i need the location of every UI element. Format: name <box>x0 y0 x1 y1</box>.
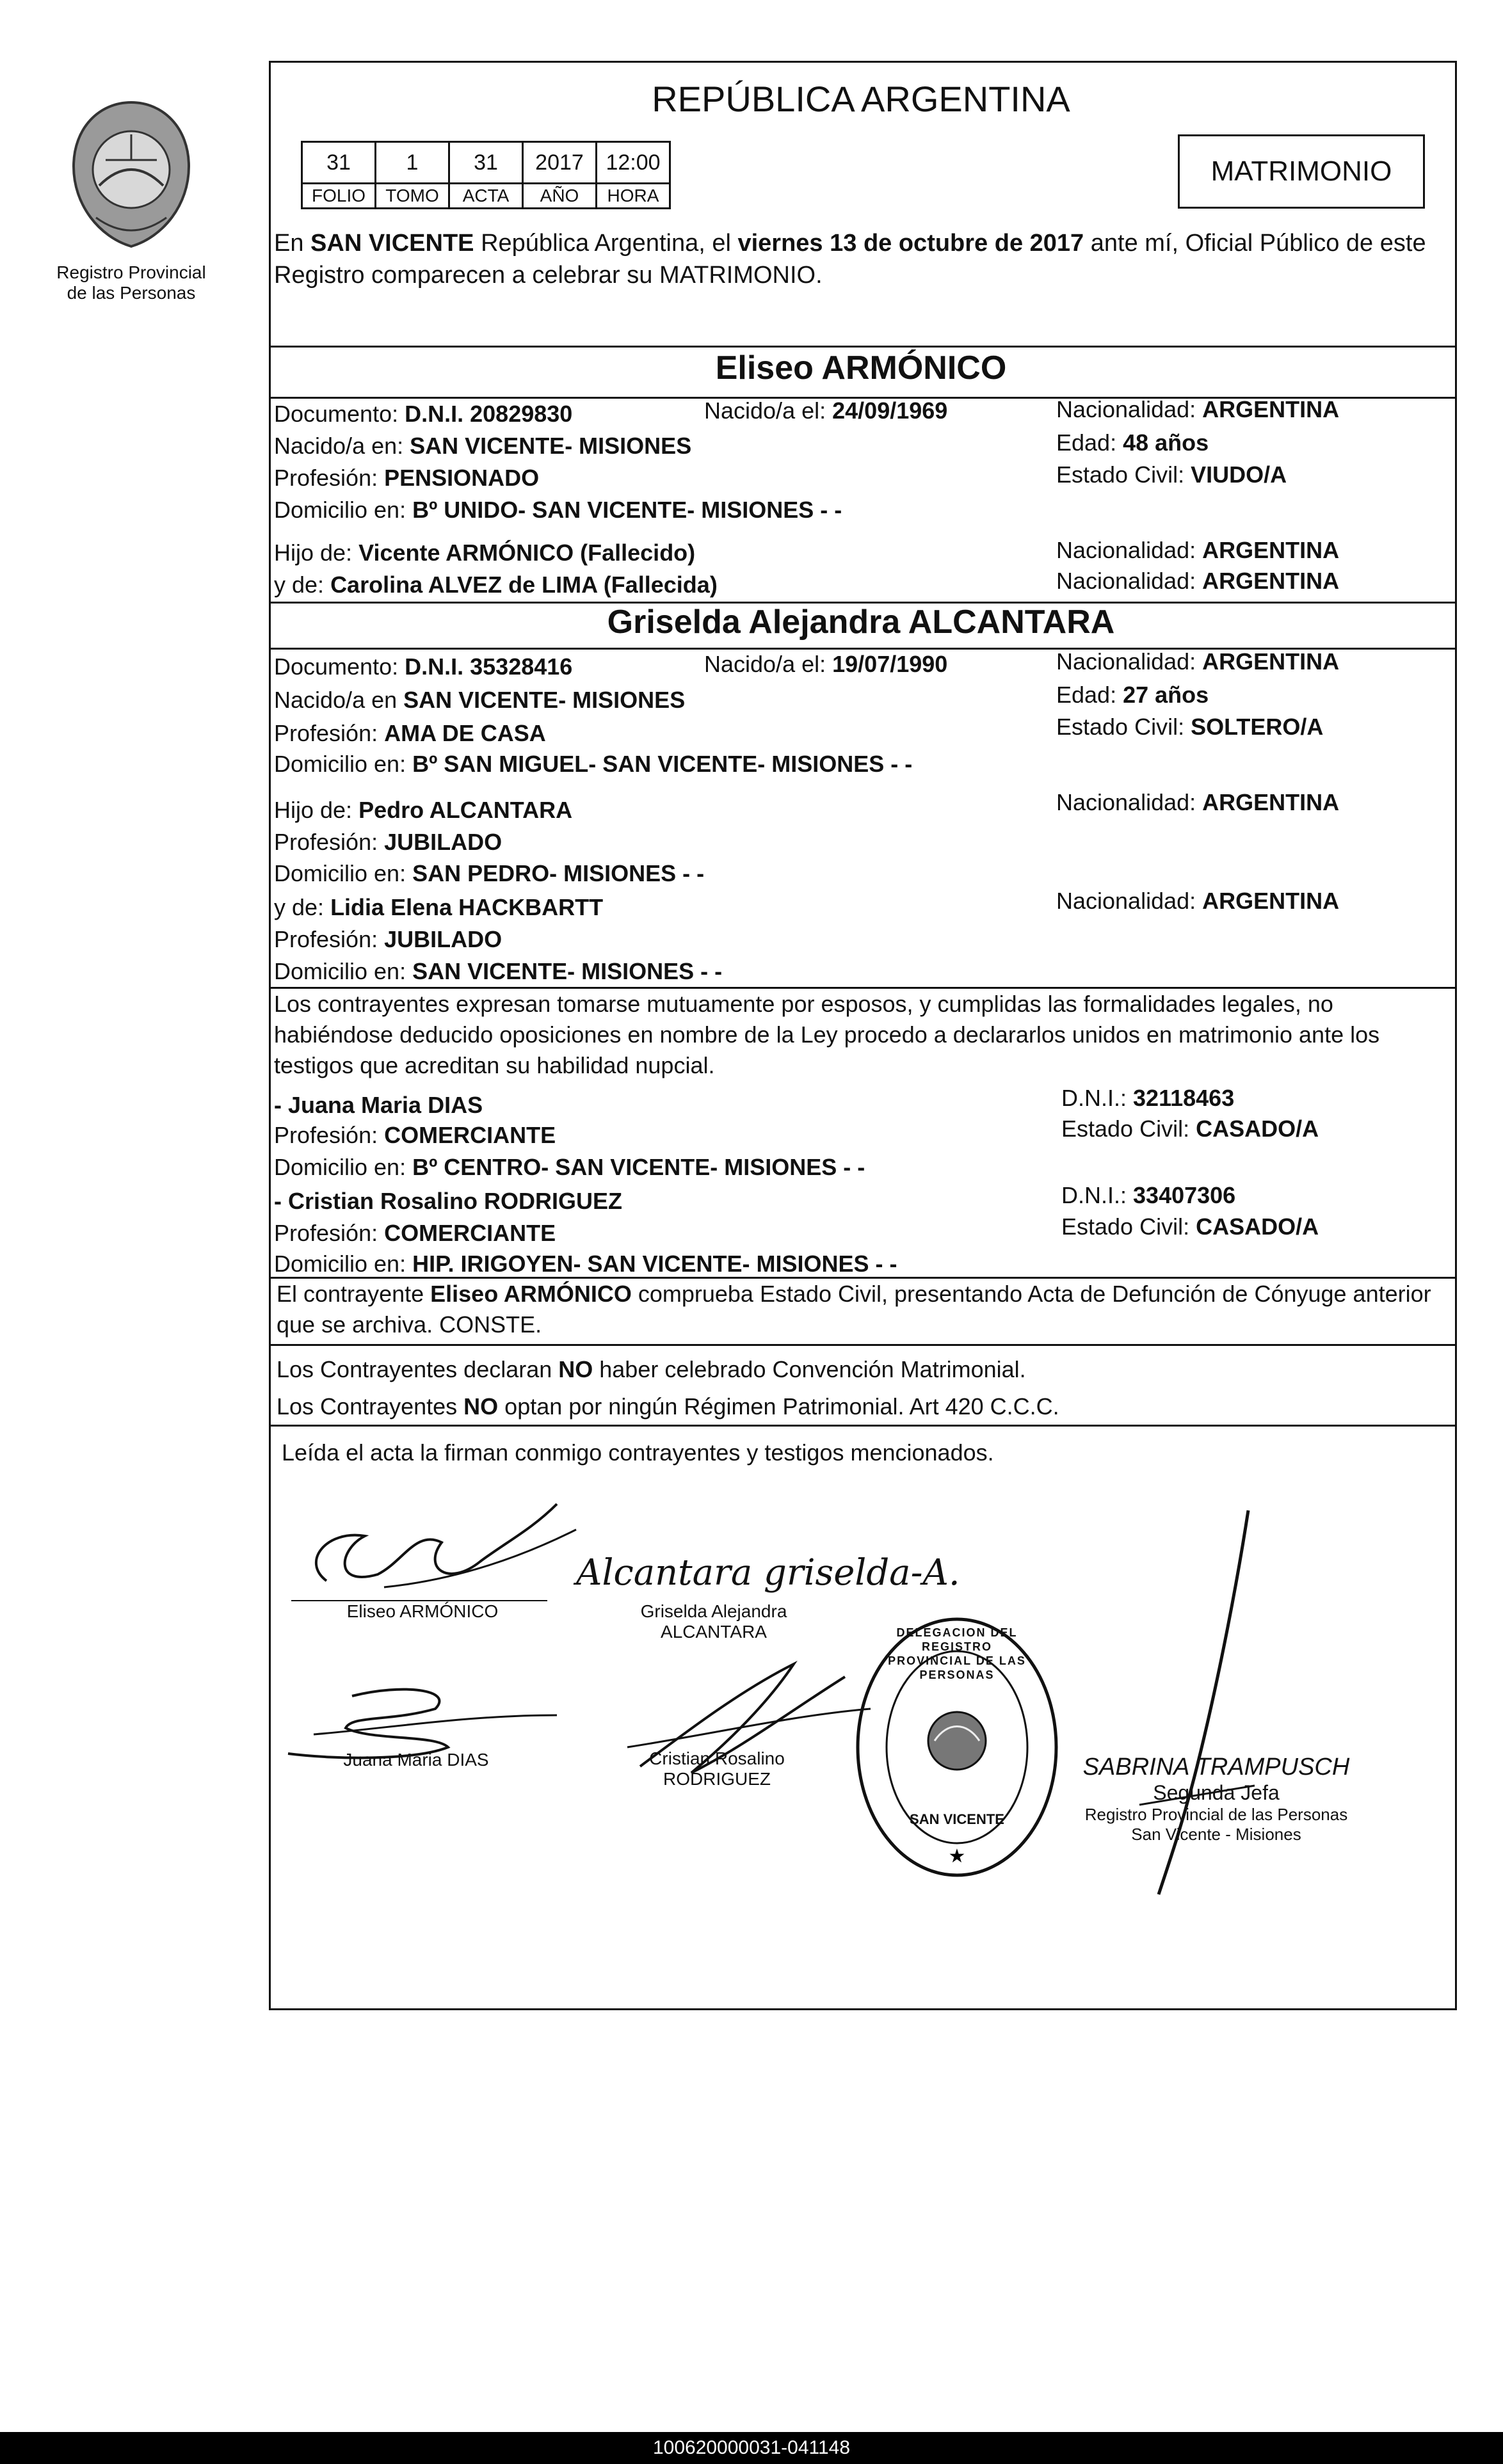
groom-civil-status: Estado Civil: VIUDO/A <box>1056 461 1287 488</box>
bride-profession: Profesión: AMA DE CASA <box>274 720 546 746</box>
country-title: REPÚBLICA ARGENTINA <box>652 79 1070 119</box>
groom-nationality: Nacionalidad: ARGENTINA <box>1056 396 1340 422</box>
footer-code: 100620000031-041148 <box>652 2437 851 2458</box>
witness-1-civil-status: Estado Civil: CASADO/A <box>1061 1116 1319 1142</box>
witness-2-address: Domicilio en: HIP. IRIGOYEN- SAN VICENTE- MISIONES - - <box>274 1251 897 1277</box>
hora-label: HORA <box>597 184 670 209</box>
divider <box>269 346 1455 348</box>
bride-handwritten-signature: Alcantara griselda-A. <box>576 1552 960 1594</box>
witness-2-civil-status: Estado Civil: CASADO/A <box>1061 1213 1319 1240</box>
convention-line-1: Los Contrayentes declaran NO haber celebrado Convención Matrimonial. <box>277 1356 1026 1382</box>
svg-text:★: ★ <box>948 1846 966 1867</box>
groom-age: Edad: 48 años <box>1056 429 1209 456</box>
witness-1-name: - Juana Maria DIAS <box>274 1092 483 1118</box>
witness-1-profession: Profesión: COMERCIANTE <box>274 1122 556 1148</box>
bride-mother: y de: Lidia Elena HACKBARTT <box>274 894 604 920</box>
divider <box>269 1344 1455 1346</box>
acta-label: ACTA <box>449 184 523 209</box>
closing-statement: Leída el acta la firman conmigo contrayentes y testigos mencionados. <box>282 1439 994 1466</box>
bride-birthdate: Nacido/a el: 19/07/1990 <box>704 651 948 677</box>
groom-birthplace: Nacido/a en: SAN VICENTE- MISIONES <box>274 433 692 459</box>
bride-father: Hijo de: Pedro ALCANTARA <box>274 797 573 823</box>
official-title: Segunda Jefa <box>1153 1781 1280 1804</box>
bride-nationality: Nacionalidad: ARGENTINA <box>1056 648 1340 675</box>
groom-documento: Documento: D.N.I. 20829830 <box>274 401 573 427</box>
seal-text: DELEGACION DEL REGISTRO PROVINCIAL DE LAS PERSONAS <box>888 1626 1026 1681</box>
convention-line-2: Los Contrayentes NO optan por ningún Régimen Patrimonial. Art 420 C.C.C. <box>277 1393 1059 1420</box>
witness-2-signature-label: Cristian Rosalino RODRIGUEZ <box>649 1748 785 1789</box>
logo-caption: Registro Provincial de las Personas <box>56 262 206 303</box>
groom-father: Hijo de: Vicente ARMÓNICO (Fallecido) <box>274 540 696 566</box>
witness-2-profession: Profesión: COMERCIANTE <box>274 1220 556 1246</box>
witness-1-signature-label: Juana Maria DIAS <box>343 1750 489 1770</box>
record-index-table <box>301 141 671 209</box>
groom-profession: Profesión: PENSIONADO <box>274 465 540 491</box>
official-name: SABRINA TRAMPUSCH <box>1082 1754 1350 1780</box>
tomo-value: 1 <box>376 142 449 184</box>
intro-place: SAN VICENTE <box>310 230 474 257</box>
bride-name: Griselda Alejandra ALCANTARA <box>607 604 1115 641</box>
official-place: San Vicente - Misiones <box>1131 1825 1301 1844</box>
ano-value: 2017 <box>523 142 597 184</box>
bride-address: Domicilio en: Bº SAN MIGUEL- SAN VICENTE- MISIONES - - <box>274 751 913 777</box>
groom-mother-nationality: Nacionalidad: ARGENTINA <box>1056 568 1340 594</box>
bride-documento: Documento: D.N.I. 35328416 <box>274 653 573 680</box>
witness-2-name: - Cristian Rosalino RODRIGUEZ <box>274 1188 623 1214</box>
acta-value: 31 <box>449 142 523 184</box>
witness-2-dni: D.N.I.: 33407306 <box>1061 1182 1236 1208</box>
witness-1-address: Domicilio en: Bº CENTRO- SAN VICENTE- MISIONES - - <box>274 1154 865 1180</box>
tomo-label: TOMO <box>376 184 449 209</box>
bride-mother-address: Domicilio en: SAN VICENTE- MISIONES - - <box>274 958 723 984</box>
groom-signature-label: Eliseo ARMÓNICO <box>346 1601 499 1621</box>
official-stamp <box>1063 1754 1370 1844</box>
groom-mother: y de: Carolina ALVEZ de LIMA (Fallecida) <box>274 572 718 598</box>
official-org: Registro Provincial de las Personas <box>1084 1805 1348 1824</box>
doc-type-box <box>1178 134 1425 209</box>
folio-value: 31 <box>302 142 376 184</box>
bride-mother-profession: Profesión: JUBILADO <box>274 926 502 952</box>
witness-1-dni: D.N.I.: 32118463 <box>1061 1085 1235 1111</box>
bride-civil-status: Estado Civil: SOLTERO/A <box>1056 714 1324 740</box>
intro-date: viernes 13 de octubre de 2017 <box>737 230 1084 257</box>
official-signature <box>1127 1498 1267 1907</box>
bride-signature-label: Griselda Alejandra ALCANTARA <box>640 1601 787 1642</box>
declaration-paragraph: Los contrayentes expresan tomarse mutuamente por esposos, y cumplidas las formalidades legales, no habiéndose deducido oposiciones en nombre de la Ley procedo a declararlos unidos en matrimonio ante los testigos que acreditan su habilidad nupcial. <box>274 991 1380 1078</box>
bride-mother-nationality: Nacionalidad: ARGENTINA <box>1056 888 1340 914</box>
seal-inner-text: SAN VICENTE <box>910 1811 1004 1827</box>
bride-father-address: Domicilio en: SAN PEDRO- MISIONES - - <box>274 860 705 886</box>
divider <box>269 1425 1455 1427</box>
groom-birthdate: Nacido/a el: 24/09/1969 <box>704 397 948 424</box>
civil-status-note: El contrayente Eliseo ARMÓNICO comprueba Estado Civil, presentando Acta de Defunción de Cónyuge anterior que se archiva. CONSTE. <box>277 1281 1431 1338</box>
bride-father-profession: Profesión: JUBILADO <box>274 829 502 855</box>
intro-paragraph: En SAN VICENTE República Argentina, el viernes 13 de octubre de 2017 ante mí, Oficial Público de este Registro comparecen a celebrar su MATRIMONIO. <box>274 230 1426 289</box>
province-logo <box>58 96 205 256</box>
folio-label: FOLIO <box>302 184 376 209</box>
hora-value: 12:00 <box>597 142 670 184</box>
bride-birthplace: Nacido/a en SAN VICENTE- MISIONES <box>274 687 686 713</box>
bride-age: Edad: 27 años <box>1056 682 1209 708</box>
groom-address: Domicilio en: Bº UNIDO- SAN VICENTE- MISIONES - - <box>274 497 842 523</box>
doc-type-label: MATRIMONIO <box>1210 156 1392 187</box>
groom-father-nationality: Nacionalidad: ARGENTINA <box>1056 537 1340 563</box>
ano-label: AÑO <box>523 184 597 209</box>
footer-bar <box>0 2432 1503 2464</box>
bride-father-nationality: Nacionalidad: ARGENTINA <box>1056 789 1340 815</box>
groom-name: Eliseo ARMÓNICO <box>715 349 1007 387</box>
